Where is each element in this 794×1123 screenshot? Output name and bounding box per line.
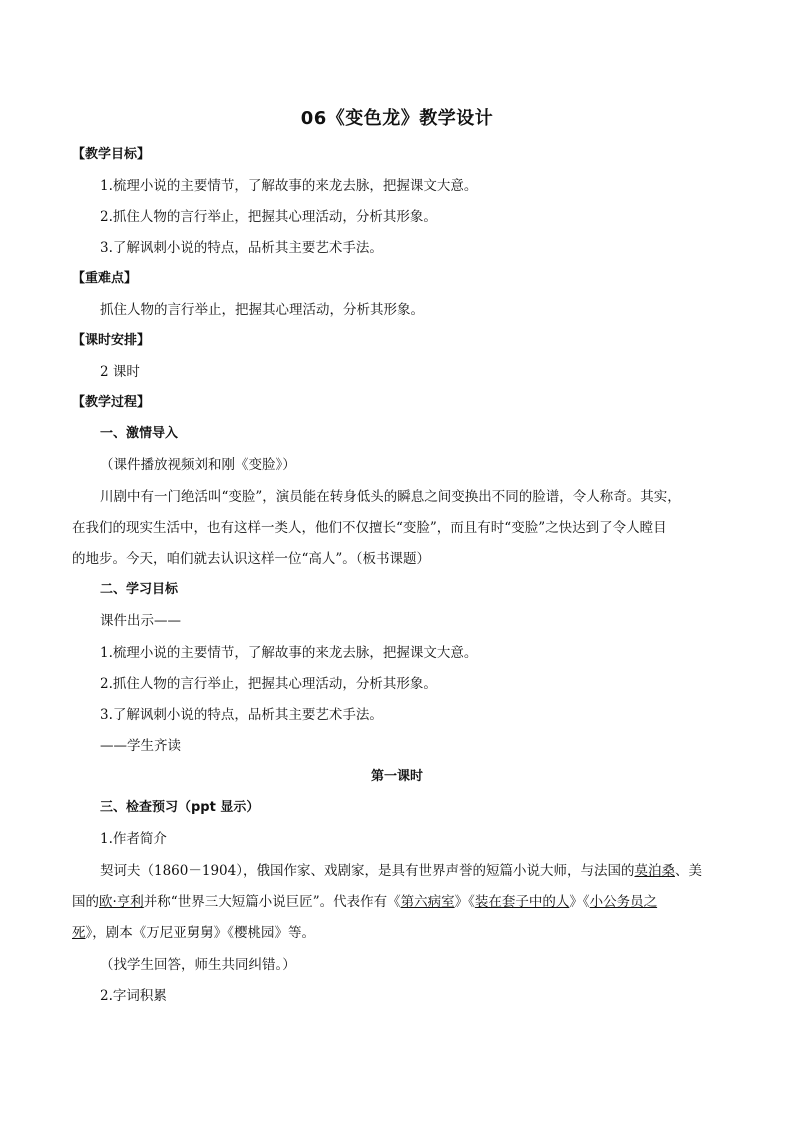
section2-heading: 二、学习目标 [100, 582, 179, 597]
section2-item-1: 1.梳理小说的主要情节，了解故事的来龙去脉，把握课文大意。 [100, 645, 478, 661]
goal-item-1: 1.梳理小说的主要情节，了解故事的来龙去脉，把握课文大意。 [100, 178, 478, 194]
key-points-text: 抓住人物的言行举止，把握其心理活动，分析其形象。 [100, 302, 424, 318]
author-bio-text: 契诃夫（1860－1904），俄国作家、戏剧家，是具有世界声誉的短篇小说大师，与法国的 [100, 863, 635, 879]
maupassant-link[interactable]: 莫泊桑 [634, 863, 675, 879]
death-of-clerk-link[interactable]: 小公务员之 [589, 894, 658, 910]
section2-intro: 课件出示—— [100, 613, 181, 629]
ward-six-link[interactable]: 第六病室 [400, 894, 455, 910]
author-bio-line2 [72, 892, 657, 912]
goals-heading: 【教学目标】 [72, 147, 151, 162]
section1-note: （课件播放视频刘和刚《变脸》） [100, 457, 296, 473]
section3-heading: 三、检查预习（ppt 显示） [100, 800, 260, 815]
section2-outro: ——学生齐读 [100, 738, 181, 754]
schedule-text: 2 课时 [100, 364, 140, 380]
lesson1-heading: 第一课时 [370, 769, 423, 784]
process-heading: 【教学过程】 [72, 395, 151, 410]
vocabulary-subheading: 2.字词积累 [100, 988, 167, 1004]
author-bio-line3 [72, 923, 315, 943]
author-bio-text: 》《 [454, 894, 475, 910]
section1-heading: 一、激情导入 [100, 426, 179, 441]
section1-paragraph-line1: 川剧中有一门绝活叫“变脸”，演员能在转身低头的瞬息之间变换出不同的脸谱，令人称奇。其实， [100, 489, 681, 505]
section3-note: （找学生回答，师生共同纠错。） [100, 957, 296, 973]
author-bio-text: 并称“世界三大短篇小说巨匠”。代表作有《 [143, 894, 401, 910]
o-henry-link[interactable]: 欧·亨利 [99, 894, 144, 910]
author-subheading: 1.作者简介 [100, 831, 167, 847]
section1-paragraph-line3: 的地步。今天，咱们就去认识这样一位“高人”。（板书课题） [72, 551, 431, 567]
death-of-clerk-link-end[interactable]: 死 [72, 925, 86, 941]
author-bio-text: 》，剧本《万尼亚舅舅》《樱桃园》等。 [85, 925, 315, 941]
section2-item-3: 3.了解讽刺小说的特点，品析其主要艺术手法。 [100, 707, 383, 723]
goal-item-3: 3.了解讽刺小说的特点，品析其主要艺术手法。 [100, 240, 383, 256]
goal-item-2: 2.抓住人物的言行举止，把握其心理活动，分析其形象。 [100, 209, 437, 225]
man-in-case-link[interactable]: 装在套子中的人 [474, 894, 570, 910]
section2-item-2: 2.抓住人物的言行举止，把握其心理活动，分析其形象。 [100, 676, 437, 692]
author-bio-text: 》《 [569, 894, 590, 910]
key-points-heading: 【重难点】 [72, 271, 138, 286]
author-bio-text: 国的 [72, 894, 99, 910]
schedule-heading: 【课时安排】 [72, 333, 151, 348]
section1-paragraph-line2: 在我们的现实生活中，也有这样一类人，他们不仅擅长“变脸”，而且有时“变脸”之快达到了令人瞠目 [72, 520, 667, 536]
author-bio-line1 [100, 861, 702, 881]
author-bio-text: 、美 [674, 863, 702, 879]
document-title: 06《变色龙》教学设计 [300, 108, 494, 129]
